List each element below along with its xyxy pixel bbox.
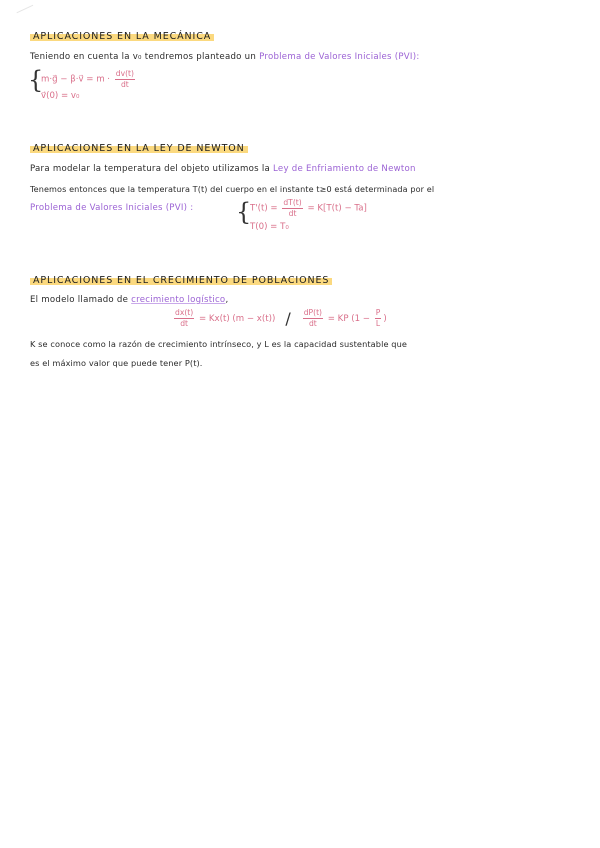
mecanica-eq1-den: dt <box>120 79 129 89</box>
logistic-growth-link: crecimiento logístico <box>131 295 226 305</box>
poblaciones-eqA-num: dx(t) <box>175 308 194 318</box>
newton-eq1-frac <box>282 199 302 217</box>
newton-brace: { <box>236 198 252 226</box>
poblaciones-eqB-inner-frac <box>375 309 382 327</box>
poblaciones-line1 <box>30 295 228 305</box>
newton-pvi-label: Problema de Valores Iniciales (PVI) : <box>30 203 194 213</box>
poblaciones-line1-text: El modelo llamado de <box>30 295 132 305</box>
poblaciones-eqA-den: dt <box>180 319 189 328</box>
equation-separator: / <box>285 309 291 328</box>
mecanica-intro-text: Teniendo en cuenta la v₀ tendremos planteado un <box>30 52 260 62</box>
mecanica-pvi-link: Problema de Valores Iniciales (PVI): <box>259 52 420 62</box>
newton-eq2: T(0) = T₀ <box>250 222 289 232</box>
heading-newton: APLICACIONES EN LA LEY DE NEWTON <box>30 143 248 154</box>
newton-eq1-left: T'(t) = <box>250 203 281 214</box>
poblaciones-line1-end: , <box>225 295 229 305</box>
poblaciones-eqB-inner-den: L <box>375 319 381 328</box>
poblaciones-eqB-inner-num: P <box>375 308 381 318</box>
poblaciones-eqA-frac <box>174 309 194 327</box>
newton-line1-text: Para modelar la temperatura del objeto utilizamos la <box>30 164 274 174</box>
poblaciones-eqB-mid: = KP (1 − <box>325 314 373 324</box>
newton-line1 <box>30 164 416 174</box>
newton-eq1 <box>250 199 367 217</box>
newton-line2: Tenemos entonces que la temperatura T(t) del cuerpo en el instante t≥0 está determinada por el <box>30 184 435 194</box>
mecanica-eq2: v⃗(0) = v₀ <box>41 91 80 101</box>
newton-eq1-right: = K[T(t) − Ta] <box>304 203 367 214</box>
newton-law-link: Ley de Enfriamiento de Newton <box>273 164 416 174</box>
mecanica-eq1-frac <box>115 70 135 88</box>
poblaciones-line3: es el máximo valor que puede tener P(t). <box>30 358 203 368</box>
poblaciones-equations <box>172 309 387 328</box>
mecanica-eq1-left: m·g⃗ − β·v⃗ = m · <box>41 74 113 85</box>
poblaciones-eqA-right: = Kx(t) (m − x(t)) <box>196 314 276 324</box>
heading-poblaciones: APLICACIONES EN EL CRECIMIENTO DE POBLACIONES <box>30 275 332 286</box>
poblaciones-eqB-num: dP(t) <box>303 308 323 318</box>
mecanica-eq1-num: dv(t) <box>115 69 134 78</box>
mecanica-intro <box>30 52 419 62</box>
newton-eq1-den: dt <box>288 208 297 218</box>
poblaciones-eqB-frac <box>303 309 323 327</box>
mecanica-eq1 <box>41 70 137 88</box>
poblaciones-eqB-end: ) <box>383 314 387 324</box>
heading-mecanica: APLICACIONES EN LA MECÁNICA <box>30 31 214 42</box>
poblaciones-eqB-den: dt <box>308 319 317 328</box>
newton-eq1-num: dT(t) <box>283 198 302 207</box>
page-corner-mark <box>17 5 38 23</box>
poblaciones-line2: K se conoce como la razón de crecimiento intrínseco, y L es la capacidad sustentable que <box>30 339 408 349</box>
mecanica-brace: { <box>28 66 44 94</box>
